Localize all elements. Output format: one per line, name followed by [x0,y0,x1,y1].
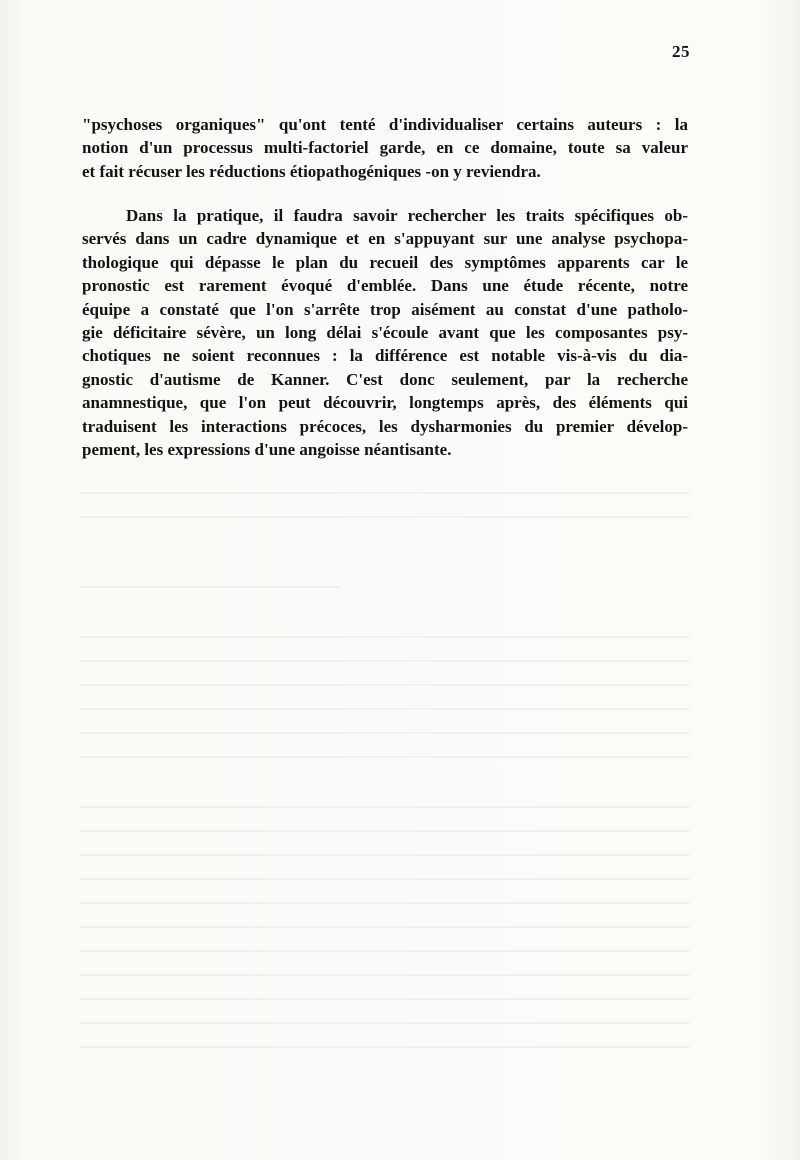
bleed-through-line [80,516,690,518]
bleed-through-line [80,708,690,710]
text-line: gnostic d'autisme de Kanner. C'est donc seulement, par la recherche [82,369,688,389]
text-line: gie déficitaire sévère, un long délai s'écoule avant que les composantes psy- [82,323,688,343]
bleed-through-line [80,854,690,856]
text-line: pement, les expressions d'une angoisse néantisante. [82,440,452,460]
text-line: et fait récuser les réductions étiopathogéniques -on y reviendra. [82,161,541,181]
bleed-through-line [80,586,340,588]
text-line: servés dans un cadre dynamique et en s'appuyant sur une analyse psychopa- [82,229,688,249]
paragraph-1 [82,113,688,183]
bleed-through-line [80,1046,690,1048]
bleed-through-line [80,636,690,638]
bleed-through-line [80,660,690,662]
text-line: équipe a constaté que l'on s'arrête trop aisément au constat d'une patholo- [82,299,688,319]
bleed-through-line [80,756,690,758]
text-line: traduisent les interactions précoces, les dysharmonies du premier dévelop- [82,416,688,436]
bleed-through-line [80,902,690,904]
bleed-through-line [80,732,690,734]
bleed-through-line [80,492,690,494]
paragraph-2 [82,204,688,461]
bleed-through-line [80,998,690,1000]
text-line: pronostic est rarement évoqué d'emblée. Dans une étude récente, notre [82,276,688,296]
bleed-through-line [80,830,690,832]
text-line: notion d'un processus multi-factoriel garde, en ce domaine, toute sa valeur [82,138,688,158]
page-number: 25 [672,42,690,61]
text-line: "psychoses organiques" qu'ont tenté d'individualiser certains auteurs : la [82,115,688,134]
bleed-through-line [80,926,690,928]
bleed-through-line [80,878,690,880]
text-line: anamnestique, que l'on peut découvrir, longtemps après, des éléments qui [82,393,688,413]
text-line: thologique qui dépasse le plan du recueil des symptômes apparents car le [82,252,688,272]
bleed-through-line [80,950,690,952]
text-line: Dans la pratique, il faudra savoir rechercher les traits spécifiques ob- [126,206,688,225]
bleed-through-line [80,806,690,808]
text-line: chotiques ne soient reconnues : la différence est notable vis-à-vis du dia- [82,346,688,366]
bleed-through-line [80,974,690,976]
bleed-through-line [80,1022,690,1024]
bleed-through-line [80,684,690,686]
